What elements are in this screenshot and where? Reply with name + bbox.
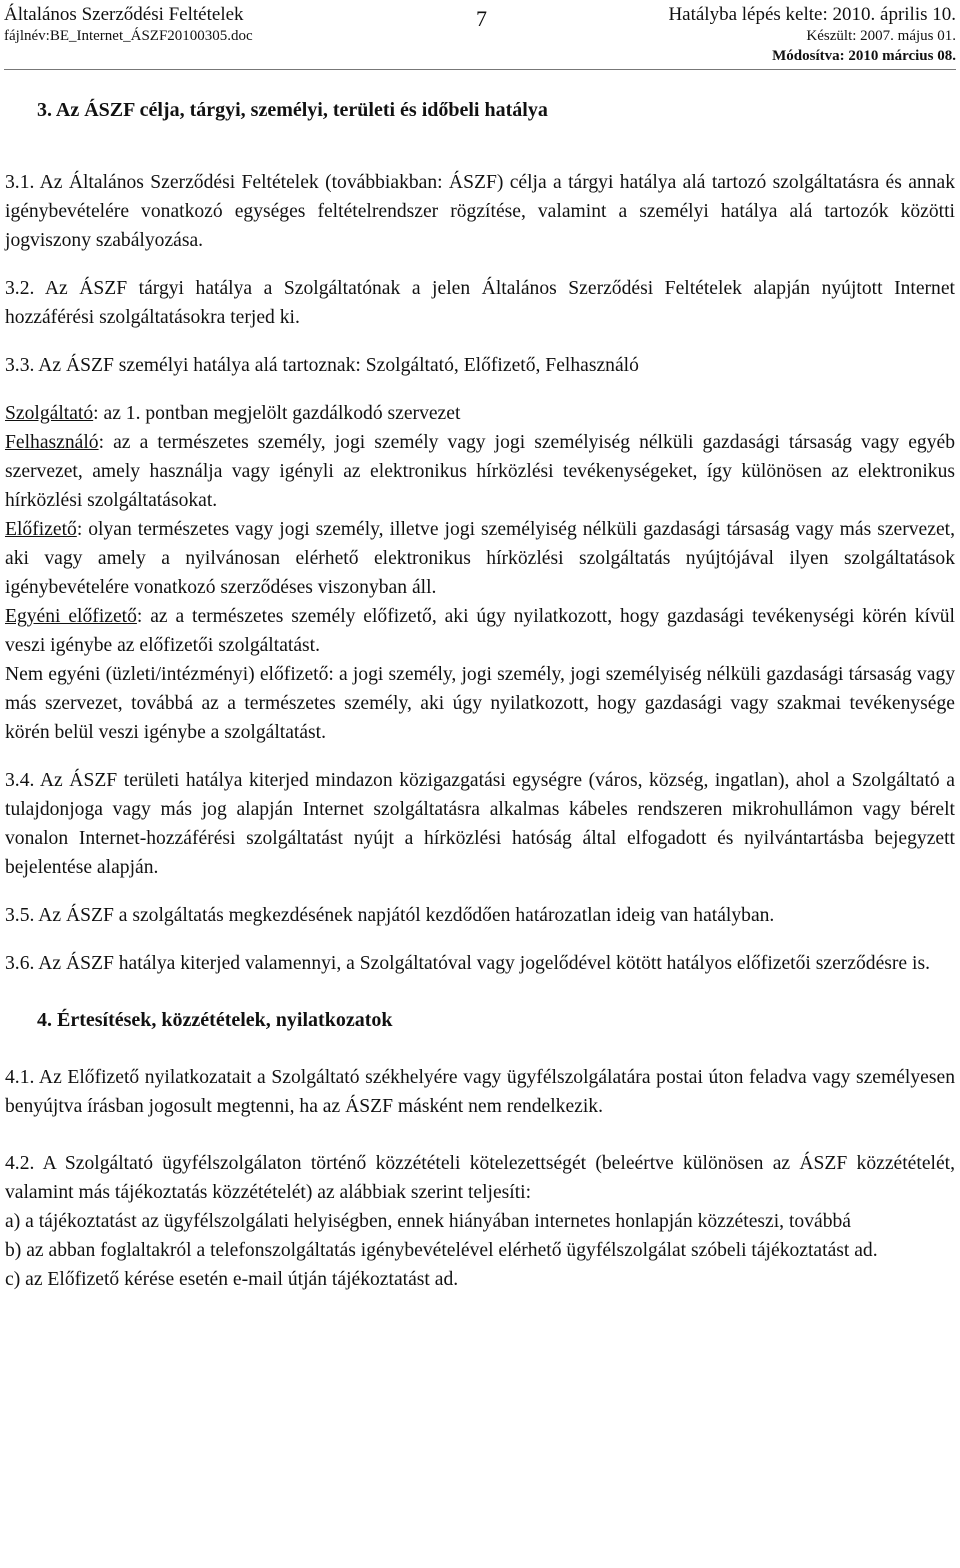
definition-elofizeto [5, 515, 955, 602]
paragraph-3-5: 3.5. Az ÁSZF a szolgáltatás megkezdésének napjától kezdődően határozatlan ideig van hatályban. [5, 905, 775, 926]
definition-text: : az 1. pontban megjelölt gazdálkodó szervezet [93, 403, 461, 424]
list-item-a: a) a tájékoztatást az ügyfélszolgálati helyiségben, ennek hiányában internetes honlapján közzéteszi, továbbá [5, 1211, 851, 1232]
paragraph-4-1: 4.1. Az Előfizető nyilatkozatait a Szolgáltató székhelyére vagy ügyfélszolgálatára postai úton feladva vagy személyesen benyújtva írásban jogosult megtenni, ha az ÁSZF másként nem rendelkezik. [5, 1067, 955, 1117]
list-item-c: c) az Előfizető kérése esetén e-mail útján tájékoztatást ad. [5, 1269, 459, 1290]
definition-text: : az a természetes személy előfizető, aki úgy nyilatkozott, hogy gazdasági tevékenységi körén kívül veszi igénybe az előfizetői szolgáltatást. [5, 606, 955, 656]
created-date: Készült: 2007. május 01. [806, 28, 956, 44]
term-felhasznalo: Felhasználó [5, 432, 99, 453]
document-title: Általános Szerződési Feltételek [4, 4, 244, 25]
page-number: 7 [476, 6, 487, 31]
list-item-b: b) az abban foglaltakról a telefonszolgáltatás igénybevételével elérhető ügyfélszolgálat szóbeli tájékoztatást ad. [5, 1240, 878, 1261]
paragraph-3-4: 3.4. Az ÁSZF területi hatálya kiterjed mindazon közigazgatási egységre (város, község, ingatlan), ahol a Szolgáltató a tulajdonjoga vagy más jog alapján Internet szolgáltatásra alkalmas kábeles rendszeren mikrohullámon vagy bérelt vonalon Internet-hozzáférési szolgáltatást nyújt a hírközlési hatóság által elfogadott és nyilvántartásba bejegyzett bejelentése alapján. [5, 770, 955, 878]
paragraph-3-3: 3.3. Az ÁSZF személyi hatálya alá tartoznak: Szolgáltató, Előfizető, Felhasználó [5, 355, 639, 376]
header-right [668, 4, 956, 66]
term-elofizeto: Előfizető [5, 519, 77, 540]
definition-text: : az a természetes személy, jogi személy vagy jogi személyiség nélküli gazdasági társaság vagy egyéb szervezet, amely használja vagy igényli az elektronikus hírközlési tevékenységeket, így különösen az elektronikus hírközlési szolgáltatásokat. [5, 432, 955, 511]
definition-szolgaltato [5, 399, 955, 428]
paragraph-3-2: 3.2. Az ÁSZF tárgyi hatálya a Szolgáltatónak a jelen Általános Szerződési Feltételek alapján nyújtott Internet hozzáférési szolgáltatásokra terjed ki. [5, 278, 955, 328]
term-szolgaltato: Szolgáltató [5, 403, 94, 424]
page-header [4, 4, 956, 68]
header-divider [4, 69, 956, 70]
section-3-heading: 3. Az ÁSZF célja, tárgyi, személyi, területi és időbeli hatálya [37, 99, 548, 121]
modified-date: Módosítva: 2010 március 08. [772, 48, 956, 64]
document-body [5, 96, 955, 1294]
header-left [4, 4, 253, 46]
effective-date: Hatályba lépés kelte: 2010. április 10. [668, 4, 956, 25]
definition-text: : olyan természetes vagy jogi személy, illetve jogi személyiség nélküli gazdasági társaság vagy más szervezet, aki vagy amely a nyilvánosan elérhető elektronikus hírközlési szolgáltatás nyújtójával ilyen szolgáltatások igénybevételére vonatkozó szerződéses viszonyban áll. [5, 519, 955, 598]
definition-nem-egyeni-elofizeto: Nem egyéni (üzleti/intézményi) előfizető: a jogi személy, jogi személy, jogi személyiség nélküli gazdasági társaság vagy más szervezet, továbbá az a természetes személy, aki úgy nyilatkozott, hogy gazdasági vagy szakmai tevékenysége körén belül veszi igénybe a szolgáltatást. [5, 664, 955, 743]
paragraph-3-1: 3.1. Az Általános Szerződési Feltételek (továbbiakban: ÁSZF) célja a tárgyi hatálya alá tartozó szolgáltatásra és annak igénybevételére vonatkozó egységes feltételrendszer rögzítése, valamint a személyi hatálya alá tartozók közötti jogviszony szabályozása. [5, 172, 955, 251]
definition-egyeni-elofizeto [5, 602, 955, 660]
paragraph-4-2: 4.2. A Szolgáltató ügyfélszolgálaton történő közzétételi kötelezettségét (beleértve különösen az ÁSZF közzétételét, valamint más tájékoztatás közzétételét) az alábbiak szerint teljesíti: [5, 1153, 955, 1203]
definition-felhasznalo [5, 428, 955, 515]
paragraph-3-6: 3.6. Az ÁSZF hatálya kiterjed valamennyi, a Szolgáltatóval vagy jogelődével kötött hatályos előfizetői szerződésre is. [5, 953, 930, 974]
section-4-heading: 4. Értesítések, közzétételek, nyilatkozatok [37, 1009, 393, 1031]
term-egyeni-elofizeto: Egyéni előfizető [5, 606, 137, 627]
file-name: fájlnév:BE_Internet_ÁSZF20100305.doc [4, 28, 253, 44]
